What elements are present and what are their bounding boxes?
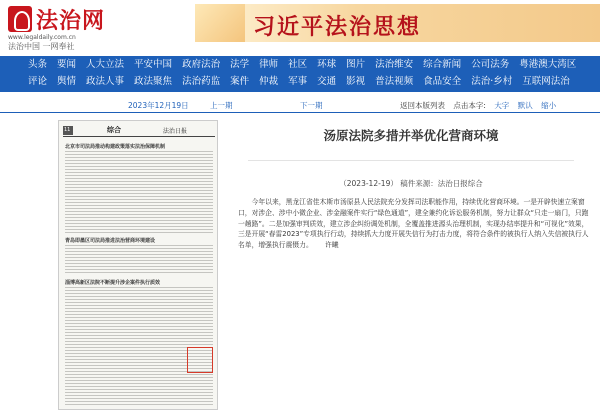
nav-item[interactable]: 仲裁 <box>259 76 279 87</box>
back-to-list-link[interactable]: 返回本版列表 <box>400 101 445 110</box>
article-author: 许曦 <box>324 241 339 250</box>
toolbar-divider <box>0 112 600 113</box>
logo-emblem-icon <box>8 6 32 32</box>
nav-item[interactable]: 政法聚焦 <box>134 76 173 87</box>
paper-text-block <box>65 151 213 233</box>
nav-item[interactable]: 法治维安 <box>375 59 414 70</box>
article-title: 汤原法院多措并举优化营商环境 <box>323 128 499 143</box>
nav-item[interactable]: 平安中国 <box>134 59 173 70</box>
prev-issue-link[interactable]: 上一期 <box>210 101 233 110</box>
nav-item[interactable]: 要闻 <box>57 59 77 70</box>
newspaper-page-thumbnail[interactable] <box>58 120 218 410</box>
nav-item[interactable]: 粤港澳大湾区 <box>519 59 577 70</box>
nav-item[interactable]: 军事 <box>288 76 308 87</box>
issue-date[interactable]: 2023年12月19日 <box>128 101 189 110</box>
nav-item[interactable]: 政法人事 <box>86 76 125 87</box>
article-body <box>238 197 590 251</box>
paper-masthead: 法治日报 <box>163 128 188 135</box>
current-article-highlight[interactable] <box>187 347 213 373</box>
nav-item[interactable]: 政府法治 <box>182 59 221 70</box>
nav-item[interactable]: 公司法务 <box>471 59 510 70</box>
paper-text-block <box>65 245 213 275</box>
page-tools <box>400 100 562 111</box>
nav-item[interactable]: 交通 <box>317 76 337 87</box>
nav-item[interactable]: 互联网法治 <box>522 76 570 87</box>
font-default-link[interactable]: 默认 <box>517 101 533 110</box>
paper-text-block <box>65 287 213 405</box>
nav-row-primary <box>28 57 586 75</box>
main-nav <box>0 56 600 92</box>
nav-item[interactable]: 律师 <box>259 59 279 70</box>
banner-title: 习近平法治思想 <box>253 14 422 40</box>
nav-item[interactable]: 社区 <box>288 59 308 70</box>
logo-slogan: 法治中国 一网奉社 <box>8 42 75 51</box>
nav-item[interactable]: 评论 <box>28 76 48 87</box>
font-small-link[interactable]: 缩小 <box>541 101 557 110</box>
nav-item[interactable]: 图片 <box>346 59 366 70</box>
nav-row-secondary <box>28 74 580 92</box>
nav-item[interactable]: 法治药监 <box>182 76 221 87</box>
nav-item[interactable]: 食品安全 <box>423 76 462 87</box>
font-large-link[interactable]: 大字 <box>494 101 510 110</box>
paper-header <box>63 125 215 137</box>
nav-item[interactable]: 影视 <box>346 76 366 87</box>
logo-text: 法治网 <box>36 8 106 34</box>
article-body-text: 今年以来，黑龙江省佳木斯市汤原县人民法院充分发挥司法职能作用，持续优化营商环境。一是开辟快速立案窗口，对涉企、涉中小微企业、涉金融案件实行“绿色通道”，建全兼约化诉讼服务机制，努力让群众“只走一扇门，只跑一趟路”。二是加强审判质效，建立涉企纠纷调处机制，全覆盖推进源头治理机制，实现办结率提升和“可视化”效果，三是开展“春雷2023”专项执行行动，持续抓大力度开展失信行为打击力度，将符合条件的被执行人纳入失信被执行人名单，增强执行震慑力。 <box>238 198 589 250</box>
nav-item[interactable]: 舆情 <box>57 76 77 87</box>
article-panel <box>228 120 594 410</box>
nav-item[interactable]: 环球 <box>317 59 337 70</box>
nav-item[interactable]: 法学 <box>230 59 250 70</box>
nav-item[interactable]: 人大立法 <box>86 59 125 70</box>
paper-headline[interactable]: 淄博高新区法院不断提升涉企案件执行质效 <box>65 280 161 286</box>
logo-url: www.legaldaily.com.cn <box>8 34 76 41</box>
paper-headline[interactable]: 青岛即墨区司法局推进法治营商环境建设 <box>65 238 156 244</box>
nav-item[interactable]: 法治·乡村 <box>471 76 513 87</box>
article-meta: （2023-12-19） 稿件来源：法治日报综合 <box>339 179 483 188</box>
title-divider <box>248 160 574 161</box>
font-size-label: 点击本字: <box>453 101 486 110</box>
next-issue-link[interactable]: 下一期 <box>300 101 323 110</box>
paper-section-name: 综合 <box>107 126 121 134</box>
paper-headline[interactable]: 北京市司法局推动构建政策落实法治保障机制 <box>65 144 166 150</box>
nav-item[interactable]: 普法视频 <box>375 76 414 87</box>
top-banner[interactable] <box>195 4 600 42</box>
paper-section-number: 11 <box>63 126 73 135</box>
nav-item[interactable]: 头条 <box>28 59 48 70</box>
banner-ribbon-decoration <box>195 4 245 42</box>
site-logo[interactable] <box>8 4 118 51</box>
site-header <box>0 0 600 52</box>
nav-item[interactable]: 综合新闻 <box>423 59 462 70</box>
issue-toolbar <box>0 100 600 112</box>
nav-item[interactable]: 案件 <box>230 76 250 87</box>
